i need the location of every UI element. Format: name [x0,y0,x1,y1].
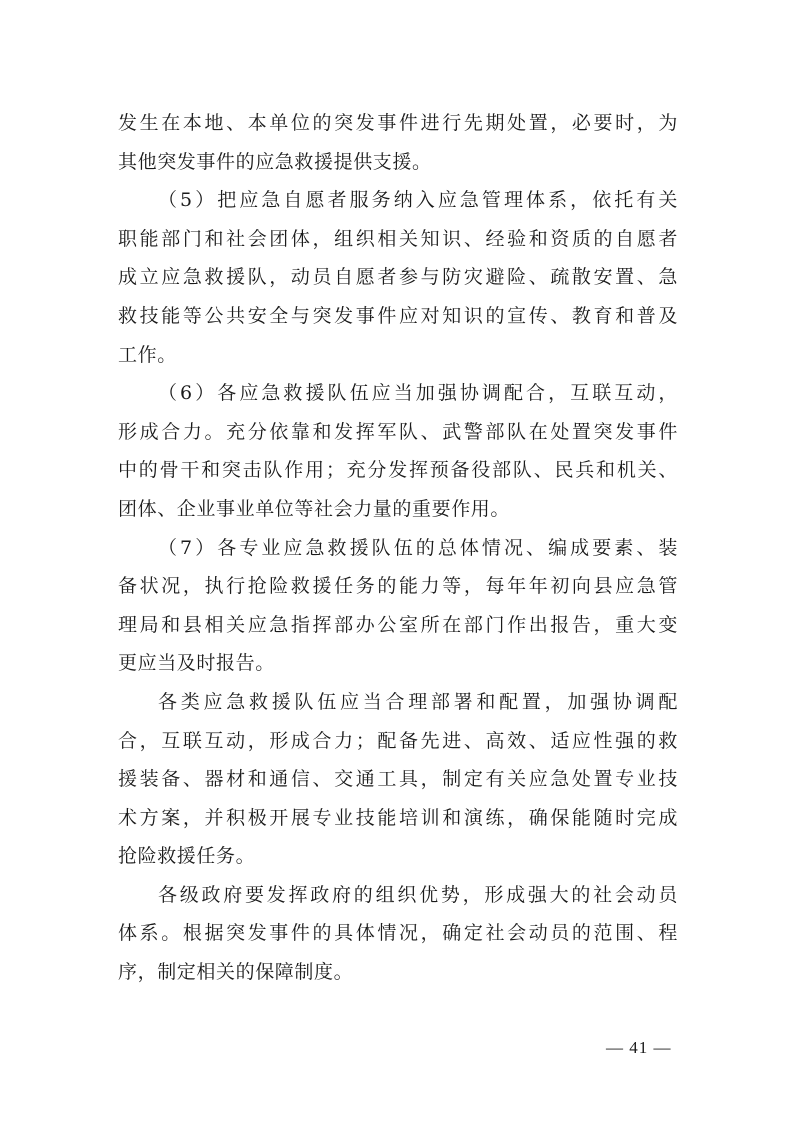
text-line: 形成合力。充分依靠和发挥军队、武警部队在处置突发事件 [118,420,678,443]
text-line: 术方案，并积极开展专业技能培训和演练，确保能随时完成 [118,806,678,829]
text-line: 序，制定相关的保障制度。 [118,961,354,984]
text-line: 更应当及时报告。 [118,652,275,675]
text-line: 中的骨干和突击队作用；充分发挥预备役部队、民兵和机关、 [118,459,678,482]
paragraph-item-7 [118,529,678,683]
document-body [118,104,678,992]
text-line: 救技能等公共安全与突发事件应对知识的宣传、教育和普及 [118,304,678,327]
text-line: 合，互联互动，形成合力；配备先进、高效、适应性强的救 [118,729,678,752]
text-line: 发生在本地、本单位的突发事件进行先期处置，必要时，为 [118,112,678,134]
text-line: 体系。根据突发事件的具体情况，确定社会动员的范围、程 [118,922,678,945]
text-line: （5）把应急自愿者服务纳入应急管理体系，依托有关 [158,189,678,212]
text-line: （6）各应急救援队伍应当加强协调配合，互联互动， [158,382,678,405]
paragraph-rescue-teams [118,683,678,876]
text-line: 抢险救援任务。 [118,845,256,868]
text-line: 其他突发事件的应急救援提供支援。 [118,150,432,173]
paragraph-continuation [118,104,678,181]
text-line: 工作。 [118,343,177,366]
text-line: 理局和县相关应急指挥部办公室所在部门作出报告，重大变 [118,613,678,636]
text-line: （7）各专业应急救援队伍的总体情况、编成要素、装 [158,536,678,559]
paragraph-item-6 [118,374,678,528]
paragraph-item-5 [118,181,678,374]
text-line: 团体、企业事业单位等社会力量的重要作用。 [118,497,511,520]
text-line: 各级政府要发挥政府的组织优势，形成强大的社会动员 [158,883,678,906]
text-line: 各类应急救援队伍应当合理部署和配置，加强协调配 [158,690,678,713]
paragraph-social-mobilization [118,876,678,992]
text-line: 成立应急救援队，动员自愿者参与防灾避险、疏散安置、急 [118,266,678,289]
text-line: 职能部门和社会团体，组织相关知识、经验和资质的自愿者 [118,227,678,250]
text-line: 备状况，执行抢险救援任务的能力等，每年年初向县应急管 [118,575,678,598]
page-number: — 41 — [606,1038,672,1057]
text-line: 援装备、器材和通信、交通工具，制定有关应急处置专业技 [118,768,678,791]
